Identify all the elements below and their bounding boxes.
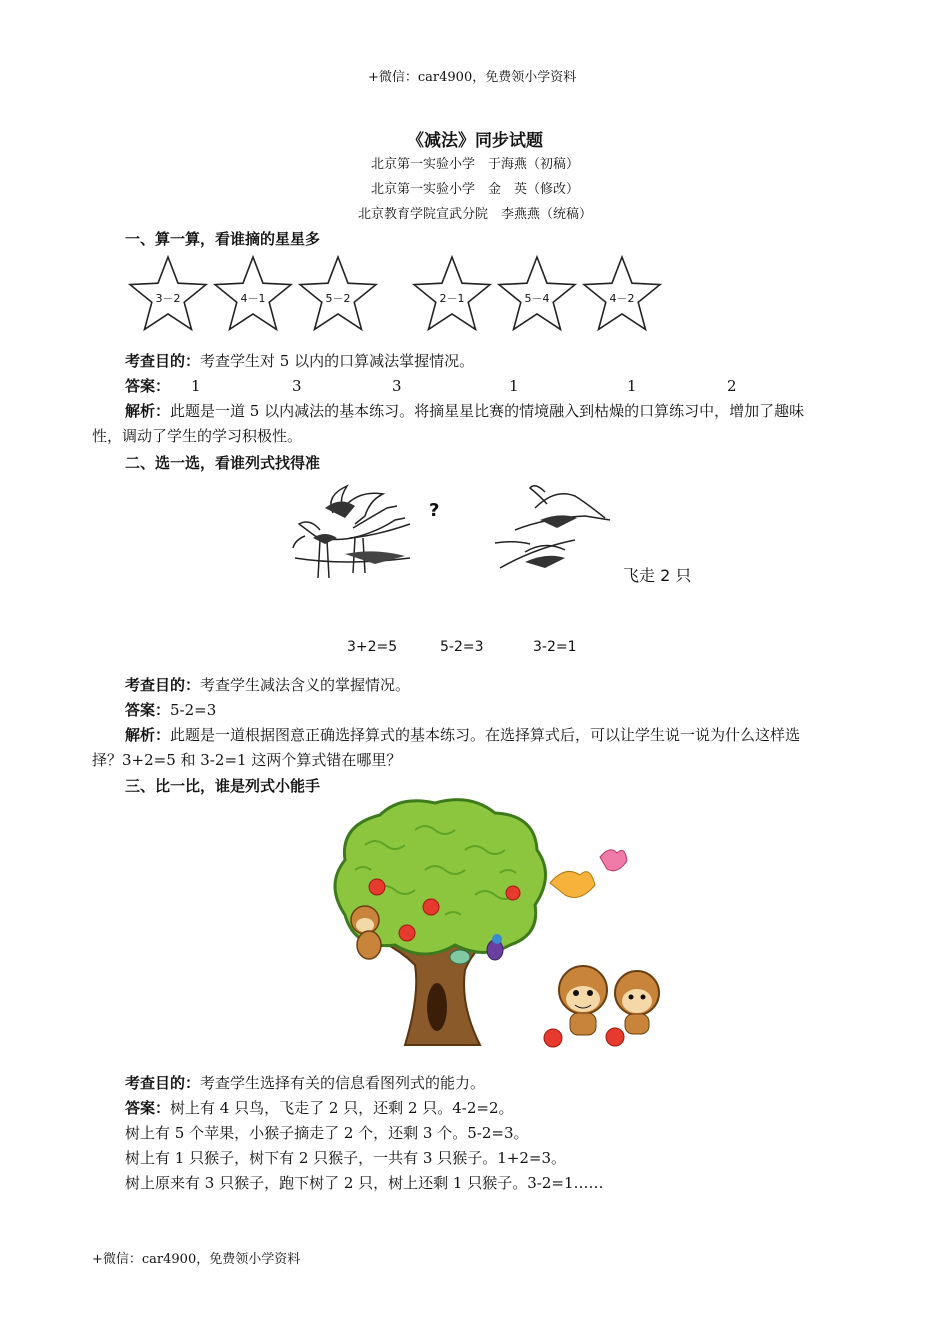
purpose-label: 考查目的： xyxy=(125,352,201,370)
section2-analysis-line2: 择？3+2=5 和 3-2=1 这两个算式错在哪里？ xyxy=(92,751,402,769)
author-line-2: 北京第一实验小学 金 英（修改） xyxy=(370,182,579,197)
section1-purpose xyxy=(125,349,474,374)
section2-heading: 二、选一选，看谁列式找得准 xyxy=(125,454,321,472)
answer-4: 1 xyxy=(509,377,519,395)
cranes-figure xyxy=(285,478,705,593)
answer-6: 2 xyxy=(727,377,737,395)
section3-answer-line1: 答案：树上有 4 只鸟，飞走了 2 只，还剩 2 只。4-2=2。 xyxy=(125,1099,514,1117)
stars-figure xyxy=(125,250,670,335)
star-expression: 2－1 xyxy=(439,292,465,305)
section3-answer-line3: 树上有 1 只猴子，树下有 2 只猴子，一共有 3 只猴子。1+2=3。 xyxy=(125,1149,567,1167)
section2-purpose: 考查目的：考查学生减法含义的掌握情况。 xyxy=(125,676,411,694)
answer-5: 1 xyxy=(627,377,637,395)
option-1: 3+2=5 xyxy=(347,639,398,655)
page-title: 《减法》同步试题 xyxy=(407,131,543,151)
answer-1: 1 xyxy=(191,377,201,395)
section1-analysis-line2: 性，调动了学生的学习积极性。 xyxy=(92,427,303,445)
section1-answer-label: 答案： xyxy=(125,377,171,395)
section2-analysis: 解析：此题是一道根据图意正确选择算式的基本练习。在选择算式后，可以让学生说一说为什么这样选 xyxy=(125,726,801,744)
author-line-1: 北京第一实验小学 于海燕（初稿） xyxy=(370,157,579,172)
star-expression: 5－2 xyxy=(325,292,351,305)
section1-heading: 一、算一算，看谁摘的星星多 xyxy=(125,230,321,248)
option-3: 3-2=1 xyxy=(533,639,577,655)
answer-2: 3 xyxy=(292,377,302,395)
star-expression: 3－2 xyxy=(155,292,181,305)
option-2: 5-2=3 xyxy=(440,639,484,655)
section3-purpose: 考查目的：考查学生选择有关的信息看图列式的能力。 xyxy=(125,1074,486,1092)
section3-answer-line2: 树上有 5 个苹果，小猴子摘走了 2 个，还剩 3 个。5-2=3。 xyxy=(125,1124,529,1142)
answer-3: 3 xyxy=(392,377,402,395)
analysis-text: 此题是一道 5 以内减法的基本练习。将摘星星比赛的情境融入到枯燥的口算练习中，增加了趣味 xyxy=(170,402,805,420)
section3-heading: 三、比一比，谁是列式小能手 xyxy=(125,777,321,795)
fly-away-label: 飞走 2 只 xyxy=(623,566,692,585)
section3-answer-line4: 树上原来有 3 只猴子，跑下树了 2 只，树上还剩 1 只猴子。3-2=1…… xyxy=(125,1174,604,1192)
question-mark: ? xyxy=(429,500,440,521)
header-watermark: +微信：car4900，免费领小学资料 xyxy=(368,70,577,85)
section2-answer: 答案：5-2=3 xyxy=(125,701,217,719)
tree-figure xyxy=(325,795,675,1055)
purpose-text: 考查学生对 5 以内的口算减法掌握情况。 xyxy=(200,352,475,370)
star-expression: 4－2 xyxy=(609,292,635,305)
footer-watermark: +微信：car4900，免费领小学资料 xyxy=(92,1252,301,1267)
analysis-label: 解析： xyxy=(125,402,171,420)
section1-analysis xyxy=(125,399,804,424)
author-line-3: 北京教育学院宣武分院 李燕燕（统稿） xyxy=(357,207,592,222)
star-expression: 5－4 xyxy=(524,292,550,305)
star-expression: 4－1 xyxy=(240,292,266,305)
